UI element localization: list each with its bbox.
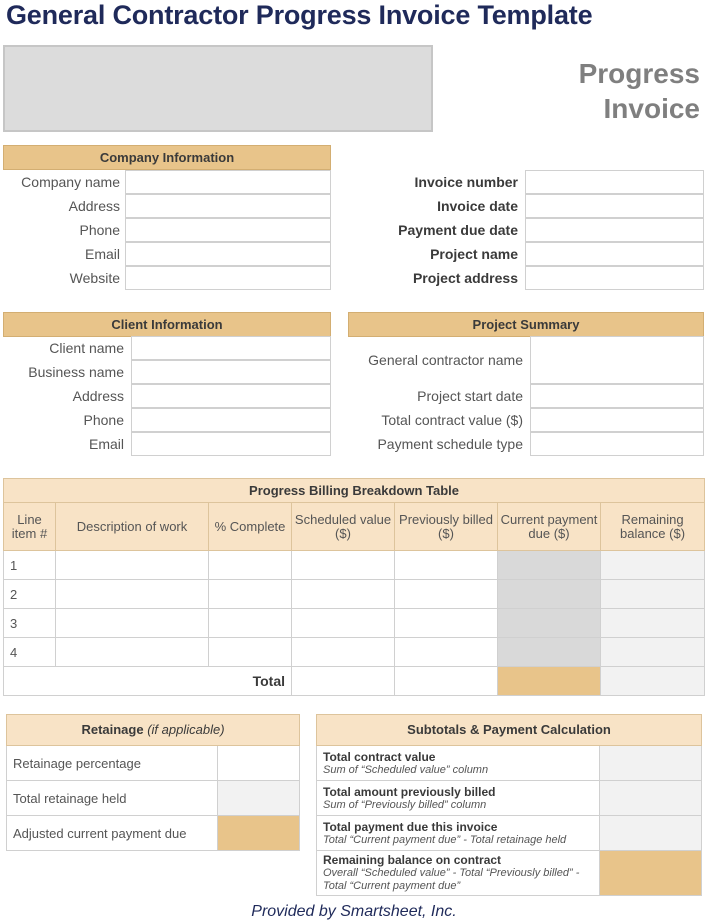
business-name-field[interactable] — [131, 360, 331, 384]
business-name-label: Business name — [28, 364, 124, 380]
total-scheduled-cell[interactable] — [292, 667, 395, 696]
subtotal-row-previously-billed — [317, 781, 600, 816]
client-name-label: Client name — [49, 340, 124, 356]
current-due-cell[interactable] — [498, 609, 601, 638]
subtotals-header: Subtotals & Payment Calculation — [317, 715, 702, 746]
company-info-section — [3, 170, 331, 290]
previously-billed-cell[interactable] — [395, 609, 498, 638]
project-name-label: Project name — [430, 246, 518, 262]
company-address-label: Address — [68, 198, 120, 214]
payment-schedule-type-label: Payment schedule type — [377, 436, 523, 452]
subtotal-note: Sum of “Scheduled value” column — [323, 763, 489, 776]
company-address-field[interactable] — [125, 194, 331, 218]
logo-placeholder[interactable] — [3, 45, 433, 132]
document-label — [579, 56, 700, 126]
page-title: General Contractor Progress Invoice Template — [6, 0, 593, 30]
total-payment-due-result[interactable] — [600, 816, 702, 851]
line-item-number: 1 — [4, 551, 56, 580]
company-website-label: Website — [69, 270, 120, 286]
subtotal-note: Sum of “Previously billed” column — [323, 798, 487, 811]
invoice-number-field[interactable] — [525, 170, 704, 194]
previously-billed-cell[interactable] — [395, 580, 498, 609]
client-info-header: Client Information — [3, 312, 331, 337]
invoice-details-section — [360, 170, 704, 290]
table-row — [4, 609, 705, 638]
remaining-balance-result[interactable] — [600, 851, 702, 896]
subtotal-title: Remaining balance on contract — [323, 853, 502, 867]
previously-billed-cell[interactable] — [395, 551, 498, 580]
billing-table-title: Progress Billing Breakdown Table — [4, 479, 705, 503]
document-label-line-1: Progress — [578, 58, 700, 89]
subtotal-title: Total payment due this invoice — [323, 819, 498, 834]
scheduled-cell[interactable] — [292, 638, 395, 667]
totals-row — [4, 667, 705, 696]
description-cell[interactable] — [56, 551, 209, 580]
percent-cell[interactable] — [209, 551, 292, 580]
client-name-field[interactable] — [131, 336, 331, 360]
total-retainage-held-label: Total retainage held — [7, 781, 218, 816]
table-row — [4, 580, 705, 609]
subtotal-title: Total amount previously billed — [323, 784, 496, 799]
company-name-label: Company name — [21, 174, 120, 190]
scheduled-cell[interactable] — [292, 551, 395, 580]
description-cell[interactable] — [56, 638, 209, 667]
client-email-field[interactable] — [131, 432, 331, 456]
line-item-number: 2 — [4, 580, 56, 609]
company-info-header: Company Information — [3, 145, 331, 170]
project-summary-section — [348, 336, 704, 456]
current-due-cell[interactable] — [498, 580, 601, 609]
payment-schedule-type-field[interactable] — [530, 432, 704, 456]
scheduled-cell[interactable] — [292, 609, 395, 638]
subtotal-title: Total contract value — [323, 749, 436, 764]
percent-cell[interactable] — [209, 609, 292, 638]
total-previously-billed-result[interactable] — [600, 781, 702, 816]
company-email-field[interactable] — [125, 242, 331, 266]
previously-billed-cell[interactable] — [395, 638, 498, 667]
payment-due-date-field[interactable] — [525, 218, 704, 242]
percent-cell[interactable] — [209, 638, 292, 667]
client-phone-field[interactable] — [131, 408, 331, 432]
company-name-field[interactable] — [125, 170, 331, 194]
project-address-label: Project address — [412, 270, 518, 286]
remaining-cell[interactable] — [601, 551, 705, 580]
col-line-item: Line item # — [4, 503, 56, 551]
payment-due-date-label: Payment due date — [398, 222, 518, 238]
col-current-payment-due: Current payment due ($) — [498, 503, 601, 551]
line-item-number: 3 — [4, 609, 56, 638]
project-start-date-field[interactable] — [530, 384, 704, 408]
subtotal-note: Total “Current payment due” - Total retainage held — [323, 833, 567, 846]
invoice-date-field[interactable] — [525, 194, 704, 218]
client-phone-label: Phone — [83, 412, 124, 428]
project-start-date-label: Project start date — [417, 388, 523, 404]
company-phone-field[interactable] — [125, 218, 331, 242]
subtotal-row-payment-due — [317, 816, 600, 851]
remaining-cell[interactable] — [601, 609, 705, 638]
description-cell[interactable] — [56, 580, 209, 609]
description-cell[interactable] — [56, 609, 209, 638]
company-website-field[interactable] — [125, 266, 331, 290]
footer-credit: Provided by Smartsheet, Inc. — [251, 903, 457, 920]
adjusted-payment-due-label: Adjusted current payment due — [7, 816, 218, 851]
total-remaining-cell[interactable] — [601, 667, 705, 696]
subtotal-note: Overall “Scheduled value” - Total “Previously billed” - Total “Current payment due” — [323, 867, 580, 892]
current-due-cell[interactable] — [498, 638, 601, 667]
gc-name-label: General contractor name — [368, 352, 523, 368]
col-description: Description of work — [56, 503, 209, 551]
invoice-number-label: Invoice number — [414, 174, 518, 190]
remaining-cell[interactable] — [601, 580, 705, 609]
subtotals-table — [316, 714, 702, 896]
client-info-section — [3, 336, 331, 456]
company-email-label: Email — [84, 246, 120, 262]
project-address-field[interactable] — [525, 266, 704, 290]
retainage-percentage-label: Retainage percentage — [7, 746, 218, 781]
col-scheduled-value: Scheduled value ($) — [292, 503, 395, 551]
gc-name-field[interactable] — [530, 336, 704, 384]
col-remaining-balance: Remaining balance ($) — [601, 503, 705, 551]
total-contract-value-result[interactable] — [600, 746, 702, 781]
scheduled-cell[interactable] — [292, 580, 395, 609]
client-address-label: Address — [72, 388, 124, 404]
line-item-number: 4 — [4, 638, 56, 667]
total-retainage-held-field[interactable] — [218, 781, 300, 816]
retainage-header-note: (if applicable) — [147, 722, 225, 737]
progress-billing-table — [3, 478, 705, 696]
col-previously-billed: Previously billed ($) — [395, 503, 498, 551]
retainage-table — [6, 714, 300, 851]
project-name-field[interactable] — [525, 242, 704, 266]
current-due-cell[interactable] — [498, 551, 601, 580]
subtotal-row-remaining-balance — [317, 851, 600, 896]
subtotal-row-contract-value — [317, 746, 600, 781]
retainage-percentage-field[interactable] — [218, 746, 300, 781]
total-contract-value-field[interactable] — [530, 408, 704, 432]
invoice-date-label: Invoice date — [437, 198, 518, 214]
col-percent-complete: % Complete — [209, 503, 292, 551]
adjusted-payment-due-field[interactable] — [218, 816, 300, 851]
retainage-header-title: Retainage — [81, 722, 144, 737]
project-summary-header: Project Summary — [348, 312, 704, 337]
total-label: Total — [4, 667, 292, 696]
table-row — [4, 551, 705, 580]
total-current-due-cell[interactable] — [498, 667, 601, 696]
document-label-line-2: Invoice — [603, 93, 700, 124]
percent-cell[interactable] — [209, 580, 292, 609]
retainage-header — [7, 715, 300, 746]
company-phone-label: Phone — [79, 222, 120, 238]
client-email-label: Email — [88, 436, 124, 452]
remaining-cell[interactable] — [601, 638, 705, 667]
client-address-field[interactable] — [131, 384, 331, 408]
table-row — [4, 638, 705, 667]
total-contract-value-label: Total contract value ($) — [381, 412, 523, 428]
total-previously-billed-cell[interactable] — [395, 667, 498, 696]
